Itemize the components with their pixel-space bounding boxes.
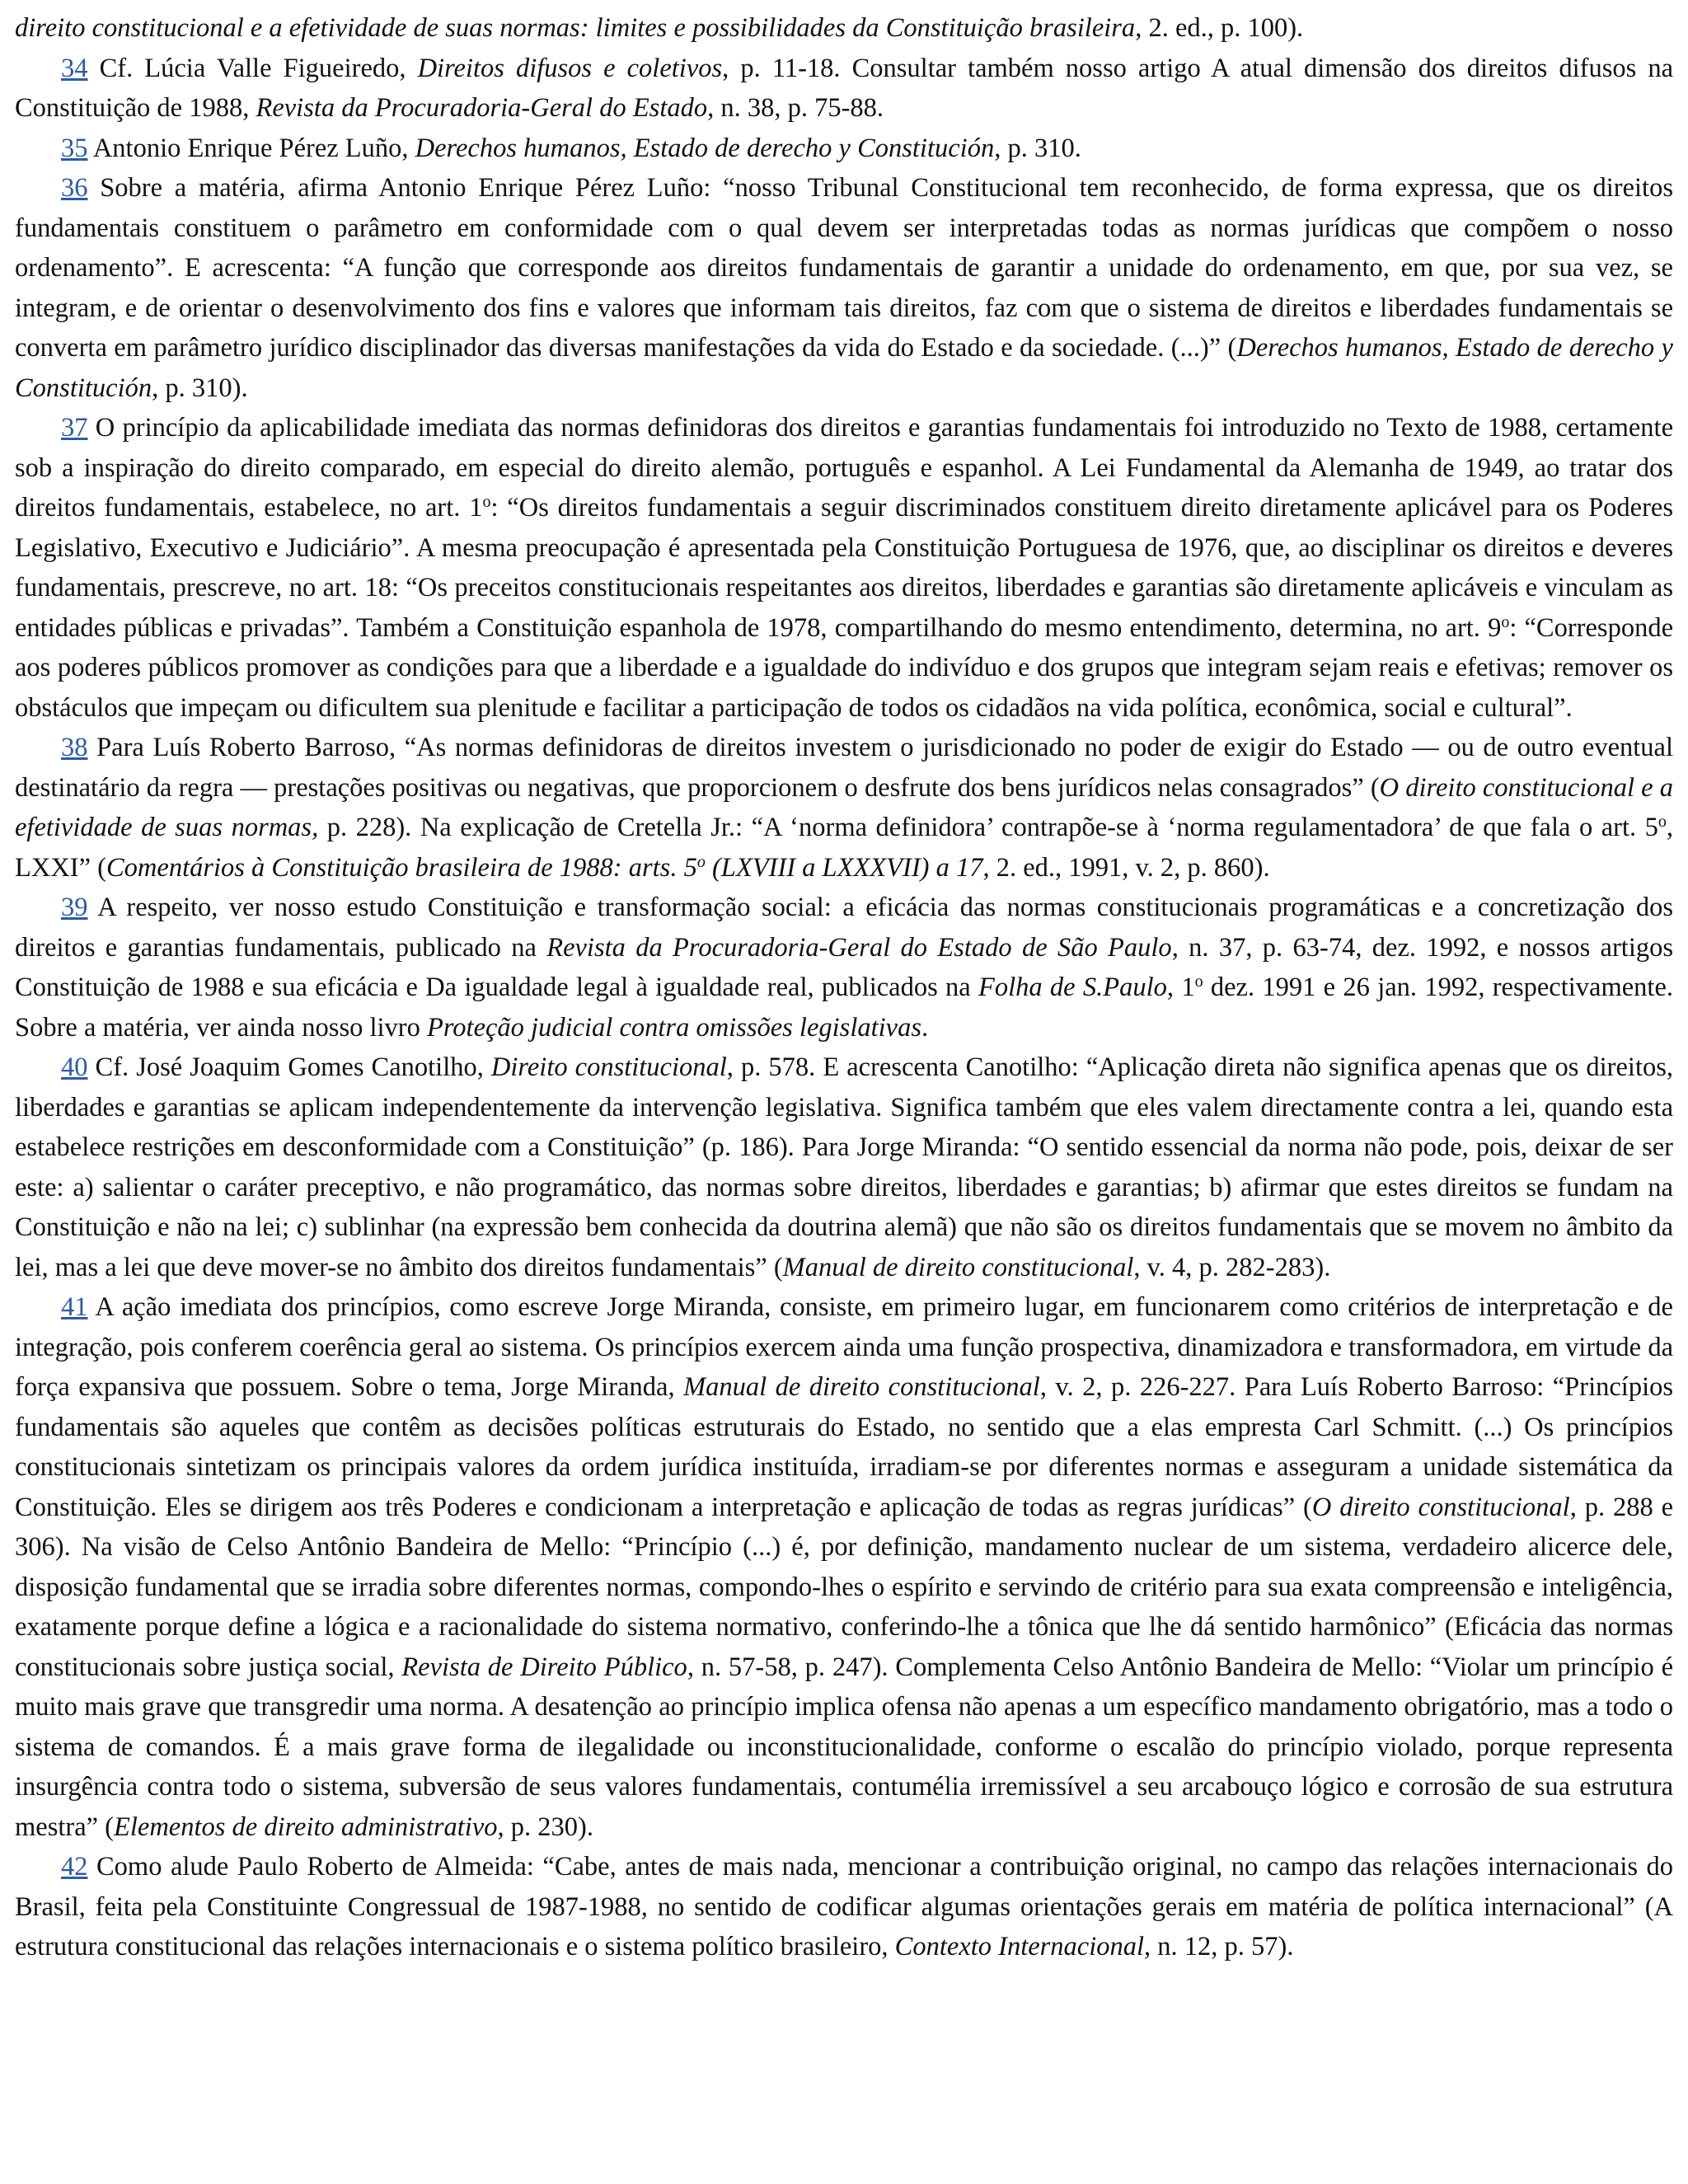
footnote-35 xyxy=(15,129,1673,169)
note-text: , 2. ed., 1991, v. 2, p. 860). xyxy=(982,852,1270,883)
note-text: A respeito, ver nosso estudo Constituição e transformação social: a eficácia das normas constitucionais programáticas e a concretização dos direitos e garantias fundamentais, publicado na xyxy=(15,893,1673,963)
note-text: Antonio Enrique Pérez Luño, xyxy=(87,133,415,163)
note-text: , p. 230). xyxy=(497,1811,593,1842)
note-text: , n. 12, p. 57). xyxy=(1144,1932,1294,1961)
note-text: , n. 57-58, p. 247). Complementa Celso Antônio Bandeira de Mello: “Violar um princípio é muito mais grave que transgredir uma norma. A desatenção ao princípio implica ofensa não apenas a um específico mandamento obrigatório, mas a todo o sistema de comandos. É a mais grave forma de ilegalidade ou inconstitucionalidade, conforme o escalão do princípio violado, porque representa insurgência contra todo o sistema, subversão de seus valores fundamentais, contumélia irremissível a seu arcabouço lógico e corrosão de sua estrutura mestra” ( xyxy=(15,1652,1673,1842)
footnote-38 xyxy=(15,728,1673,888)
note-text: Como alude Paulo Roberto de Almeida: “Cabe, antes de mais nada, mencionar a contribuição original, no campo das relações internacionais do Brasil, feita pela Constituinte Congressual de 1987-1988, no sentido de codificar algumas orientações gerais em matéria de política internacional” (A estrutura constitucional das relações internacionais e o sistema político brasileiro, xyxy=(15,1852,1673,1961)
footnote-42 xyxy=(15,1847,1673,1967)
footnote-40 xyxy=(15,1047,1673,1287)
italic-citation: direito constitucional e a efetividade de suas normas: limites e possibilidades da Constituição brasileira xyxy=(15,13,1136,43)
ordinal-superscript: o xyxy=(1501,612,1510,631)
note-text: , v. 2, p. 226-227. Para Luís Roberto Barroso: “Princípios fundamentais são aqueles que contêm as decisões políticas estruturais do Estado, no sentido que a elas empresta Carl Schmitt. (...) Os princípios constitucionais sintetizam os principais valores da ordem jurídica instituída, irradiam-se por diferentes normas e asseguram a unidade sistemática da Constituição. Eles se dirigem aos três Poderes e condicionam a interpretação e aplicação de todas as regras jurídicas” ( xyxy=(15,1372,1673,1522)
footnote-39 xyxy=(15,888,1673,1047)
italic-citation: Manual de direito constitucional xyxy=(683,1372,1040,1402)
note-text: , v. 4, p. 282-283). xyxy=(1133,1252,1331,1282)
footnote-34 xyxy=(15,49,1673,129)
footnote-link-35[interactable]: 35 xyxy=(61,133,88,163)
note-text: , 1 xyxy=(1166,972,1195,1002)
footnote-37 xyxy=(15,408,1673,728)
italic-citation: Proteção judicial contra omissões legislativas xyxy=(427,1012,921,1043)
note-text: : “Corresponde aos poderes públicos promover as condições para que a liberdade e a igualdade do indivíduo e dos grupos que integram sejam reais e efetivas; remover os obstáculos que impeçam ou dificultem sua plenitude e facilitar a participação de todos os cidadãos na vida política, econômica, social e cultural”. xyxy=(15,612,1674,723)
italic-citation: Direito constitucional xyxy=(490,1052,727,1082)
footnote-link-39[interactable]: 39 xyxy=(61,893,88,922)
note-text: : “Os direitos fundamentais a seguir discriminados constituem direito diretamente aplicável para os Poderes Legislativo, Executivo e Judiciário”. A mesma preocupação é apresentada pela Constituição Portuguesa de 1976, que, ao disciplinar os direitos e deveres fundamentais, prescreve, no art. 18: “Os preceitos constitucionais respeitantes aos direitos, liberdades e garantias são diretamente aplicáveis e vinculam as entidades públicas e privadas”. Também a Constituição espanhola de 1978, compartilhando do mesmo entendimento, determina, no art. 9 xyxy=(15,493,1673,643)
italic-citation: Derechos humanos, Estado de derecho y Constitución xyxy=(15,333,1673,403)
footnote-link-40[interactable]: 40 xyxy=(61,1052,88,1082)
italic-citation: Comentários à Constituição brasileira de 1988: arts. 5 xyxy=(106,852,697,883)
note-text: p. 228). Na explicação de Cretella Jr.: “A ‘norma definidora’ contrapõe-se à ‘norma regulamentadora’ de que fala o art. 5 xyxy=(318,813,1658,842)
italic-citation: O direito constitucional e a efetividade de suas normas, xyxy=(15,772,1674,842)
italic-citation: O direito constitucional xyxy=(1311,1492,1570,1522)
ordinal-superscript: o xyxy=(1194,972,1203,991)
note-text: , n. 37, p. 63-74, dez. 1992, e nossos artigos Constituição de 1988 e sua eficácia e Da igualdade legal à igualdade real, publicados na xyxy=(15,932,1673,1002)
italic-citation: Revista de Direito Público xyxy=(401,1652,687,1682)
footnote-link-36[interactable]: 36 xyxy=(61,173,88,203)
footnote-link-42[interactable]: 42 xyxy=(61,1852,88,1882)
note-text: , p. 11-18. Consultar também nosso artigo A atual dimensão dos direitos difusos na Constituição de 1988, xyxy=(15,53,1673,123)
note-text: Cf. José Joaquim Gomes Canotilho, xyxy=(87,1052,491,1082)
footnote-link-38[interactable]: 38 xyxy=(61,733,88,762)
italic-citation: Direitos difusos e coletivos xyxy=(417,53,723,83)
note-text: , 2. ed., p. 100). xyxy=(1135,13,1304,43)
note-text: , p. 310). xyxy=(152,373,248,403)
footnote-link-41[interactable]: 41 xyxy=(61,1292,88,1322)
note-text: , LXXI” ( xyxy=(15,813,1673,883)
note-text: , n. 38, p. 75-88. xyxy=(707,93,884,123)
italic-citation: Revista da Procuradoria-Geral do Estado de São Paulo xyxy=(546,932,1172,963)
note-text: , p. 310. xyxy=(994,133,1081,163)
italic-citation: Revista da Procuradoria-Geral do Estado xyxy=(256,93,708,123)
italic-citation: Manual de direito constitucional xyxy=(782,1252,1134,1282)
note-text: , p. 288 e 306). Na visão de Celso Antônio Bandeira de Mello: “Princípio (...) é, por definição, mandamento nuclear de um sistema, verdadeiro alicerce dele, disposição fundamental que se irradia sobre diferentes normas, compondo-lhes o espírito e servindo de critério para sua exata compreensão e inteligência, exatamente porque define a lógica e a racionalidade do sistema normativo, conferindo-lhe a tônica que lhe dá sentido harmônico” (Eficácia das normas constitucionais sobre justiça social, xyxy=(15,1492,1673,1682)
footnote-36 xyxy=(15,168,1673,408)
note-text: . xyxy=(921,1012,929,1043)
ordinal-superscript: o xyxy=(1658,813,1667,831)
note-text: Cf. Lúcia Valle Figueiredo, xyxy=(87,53,418,83)
footnote-41 xyxy=(15,1287,1673,1847)
footnote-link-34[interactable]: 34 xyxy=(61,53,88,83)
note-text: A ação imediata dos princípios, como escreve Jorge Miranda, consiste, em primeiro lugar, em funcionarem como critérios de interpretação e de integração, pois conferem coerência geral ao sistema. Os princípios exercem ainda uma função prospectiva, dinamizadora e transformadora, em virtude da força expansiva que possuem. Sobre o tema, Jorge Miranda, xyxy=(15,1292,1673,1402)
note-text: O princípio da aplicabilidade imediata das normas definidoras dos direitos e garantias fundamentais foi introduzido no Texto de 1988, certamente sob a inspiração do direito comparado, em especial do direito alemão, português e espanhol. A Lei Fundamental da Alemanha de 1949, ao tratar dos direitos fundamentais, estabelece, no art. 1 xyxy=(15,413,1673,523)
italic-citation: Folha de S.Paulo xyxy=(978,972,1167,1002)
footnote-link-37[interactable]: 37 xyxy=(61,413,88,443)
italic-citation: Contexto Internacional xyxy=(894,1932,1145,1961)
italic-citation: Elementos de direito administrativo xyxy=(114,1811,498,1842)
note-text: dez. 1991 e 26 jan. 1992, respectivamente. Sobre a matéria, ver ainda nosso livro xyxy=(15,972,1673,1043)
note-text: , p. 578. E acrescenta Canotilho: “Aplicação direta não significa apenas que os direitos, liberdades e garantias se aplicam independentemente da intervenção legislativa. Significa também que eles valem directamente contra a lei, quando esta estabelece restrições em desconformidade com a Constituição” (p. 186). Para Jorge Miranda: “O sentido essencial da norma não pode, pois, deixar de ser este: a) salientar o caráter preceptivo, e não programático, das normas sobre direitos, liberdades e garantias; b) afirmar que estes direitos se fundam na Constituição e não na lei; c) sublinhar (na expressão bem conhecida da doutrina alemã) que não são os direitos fundamentais que se movem no âmbito da lei, mas a lei que deve mover-se no âmbito dos direitos fundamentais” ( xyxy=(15,1052,1674,1282)
ordinal-superscript: o xyxy=(482,493,491,511)
footnote-continued xyxy=(15,8,1673,49)
ordinal-superscript: o xyxy=(696,852,706,871)
note-text: Sobre a matéria, afirma Antonio Enrique Pérez Luño: “nosso Tribunal Constitucional tem reconhecido, de forma expressa, que os direitos fundamentais constituem o parâmetro em conformidade com o qual devem ser interpretadas todas as normas jurídicas que compõem o nosso ordenamento”. E acrescenta: “A função que corresponde aos direitos fundamentais de garantir a unidade do ordenamento, em que, por sua vez, se integram, e de orientar o desenvolvimento dos fins e valores que informam tais direitos, faz com que o sistema de direitos e liberdades fundamentais se converta em parâmetro jurídico disciplinador das diversas manifestações da vida do Estado e da sociedade. (...)” ( xyxy=(15,173,1673,363)
note-text: Para Luís Roberto Barroso, “As normas definidoras de direitos investem o jurisdicionado no poder de exigir do Estado — ou de outro eventual destinatário da regra — prestações positivas ou negativas, que proporcionem o desfrute dos bens jurídicos nelas consagrados” ( xyxy=(15,733,1673,803)
italic-citation: (LXVIII a LXXXVII) a 17 xyxy=(705,852,983,883)
italic-citation: Derechos humanos, Estado de derecho y Constitución xyxy=(415,133,995,163)
